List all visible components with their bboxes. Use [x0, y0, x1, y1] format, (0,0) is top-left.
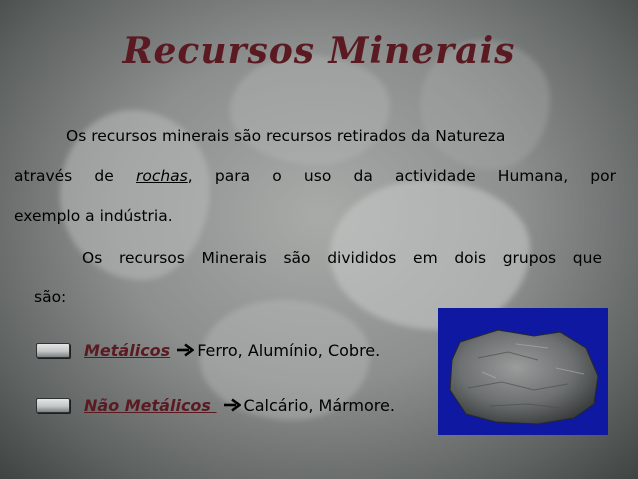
bar-bullet-icon: [36, 343, 70, 358]
paragraph-2-line-2: são:: [34, 288, 67, 306]
right-arrow-icon: [176, 343, 194, 357]
item-name: Metálicos: [84, 340, 171, 360]
rochas-link[interactable]: rochas: [135, 167, 188, 185]
rock-image: [438, 308, 608, 435]
list-item-nao-metalicos: [36, 390, 395, 420]
paragraph-1-line-2-end: , para o uso da actividade Humana, por: [187, 167, 616, 185]
item-name: Não Metálicos: [84, 395, 217, 415]
bar-bullet-icon: [36, 398, 70, 413]
item-examples: Ferro, Alumínio, Cobre.: [197, 340, 381, 360]
paragraph-1-line-2: [14, 158, 616, 194]
slide-title: Recursos Minerais: [122, 30, 516, 72]
item-examples: Calcário, Mármore.: [243, 395, 395, 415]
list-item-metalicos: [36, 335, 380, 365]
paragraph-1-line-1: Os recursos minerais são recursos retirados da Natureza: [66, 127, 506, 145]
rock-photo: [438, 308, 608, 435]
paragraph-1-line-2-start: através de: [14, 167, 136, 185]
paragraph-1-line-3: exemplo a indústria.: [14, 207, 173, 225]
paragraph-2-line-1: Os recursos Minerais são divididos em dois grupos que: [82, 249, 602, 267]
right-arrow-icon: [223, 398, 241, 412]
